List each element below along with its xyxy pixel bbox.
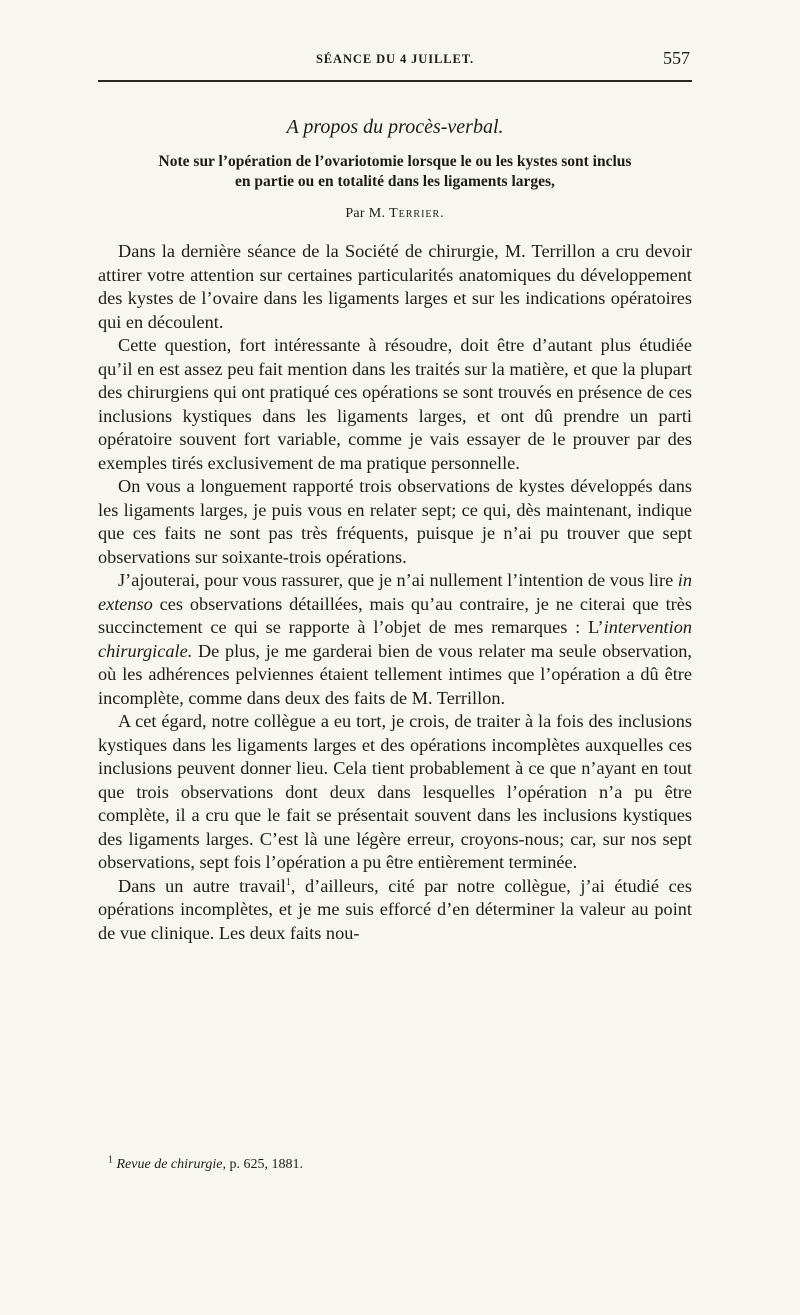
paragraph-1: Dans la dernière séance de la Société de chirurgie, M. Terrillon a cru devoir attirer votre attention sur certaines particularités anatomiques du développement des kystes de l’ovaire dans les ligaments larges et sur les indications opératoires qui en découlent. (98, 241, 692, 332)
header-rule (98, 80, 692, 82)
note-title (98, 152, 692, 192)
paragraph-3: On vous a longuement rapporté trois observations de kystes développés dans les ligaments larges, je puis vous en relater sept; ce qui, dès maintenant, indique que ces faits ne sont pas très fréquents, puisque je n’ai pu trouver que sept observations sur soixante-trois opérations. (98, 476, 692, 567)
paragraph-2: Cette question, fort intéressante à résoudre, doit être d’autant plus étudiée qu’il en est assez peu fait mention dans les traités sur la matière, et que la plupart des chirurgiens qui ont pratiqué ces opérations se sont trouvés en présence de ces inclusions kystiques dans les ligaments larges, et ont dû prendre un parti opératoire souvent fort variable, comme je vais essayer de le prouver par des exemples tirés exclusivement de ma pratique personnelle. (98, 335, 692, 473)
paragraph-6-text-b: , d’ailleurs, cité par notre collègue, j’ai étudié ces opérations incomplètes, et je me suis efforcé d’en déterminer la valeur au point de vue clinique. Les deux faits nou- (98, 875, 692, 943)
footnote-journal: Revue de chirurgie, (116, 1157, 226, 1172)
paragraph-6-text-a: Dans un autre travail (118, 875, 286, 896)
paragraph-4-italic-2: intervention chirurgicale. (98, 617, 692, 661)
paragraph-6 (98, 875, 692, 946)
note-title-line-1: Note sur l’opération de l’ovariotomie lorsque le ou les kystes sont inclus (158, 153, 632, 170)
author-name: Terrier. (389, 206, 445, 221)
footnote-citation: p. 625, 1881. (229, 1157, 303, 1172)
paragraph-4-text-a: J’ajouterai, pour vous rassurer, que je n’ai nullement l’intention de vous lire (118, 570, 674, 590)
running-header (98, 46, 692, 70)
note-title-line-2: en partie ou en totalité dans les ligaments larges, (235, 173, 555, 190)
paragraph-5: A cet égard, notre collègue a eu tort, je crois, de traiter à la fois des inclusions kystiques dans les ligaments larges et des opérations incomplètes auxquelles ces inclusions peuvent donner lieu. Cela tient probablement à ce que n’ayant en tout que trois observations dont deux dans lesquelles l’opération n’a pu être complète, il a cru que le fait se présentait souvent dans les inclusions kystiques des ligaments larges. C’est là une légère erreur, croyons-nous; car, sur nos sept observations, sept fois l’opération a pu être entièrement terminée. (98, 711, 692, 872)
footnote-reference: 1 (285, 876, 291, 888)
paragraph-4 (98, 569, 692, 710)
author-line (98, 206, 692, 222)
author-prefix: Par M. (345, 206, 386, 221)
paragraph-4-italic-1: in extenso (98, 570, 692, 614)
footnote (108, 1156, 692, 1174)
paragraph-4-text-c: De plus, je me garderai bien de vous relater ma seule observation, où les adhérences pelviennes étaient tellement intimes que l’opération a dû être incomplète, comme dans deux des faits de M. Terrillon. (98, 640, 692, 708)
section-title: A propos du procès-verbal. (286, 116, 504, 138)
page-number: 557 (663, 48, 690, 68)
article-body (98, 240, 692, 945)
running-title: SÉANCE DU 4 JUILLET. (315, 52, 475, 66)
paragraph-4-text-b: ces observations détaillées, mais qu’au contraire, je ne citerai que très succinctement ce qui se rapporte à l’objet de mes remarques : L’ (98, 593, 692, 637)
footnote-marker: 1 (108, 1154, 113, 1166)
